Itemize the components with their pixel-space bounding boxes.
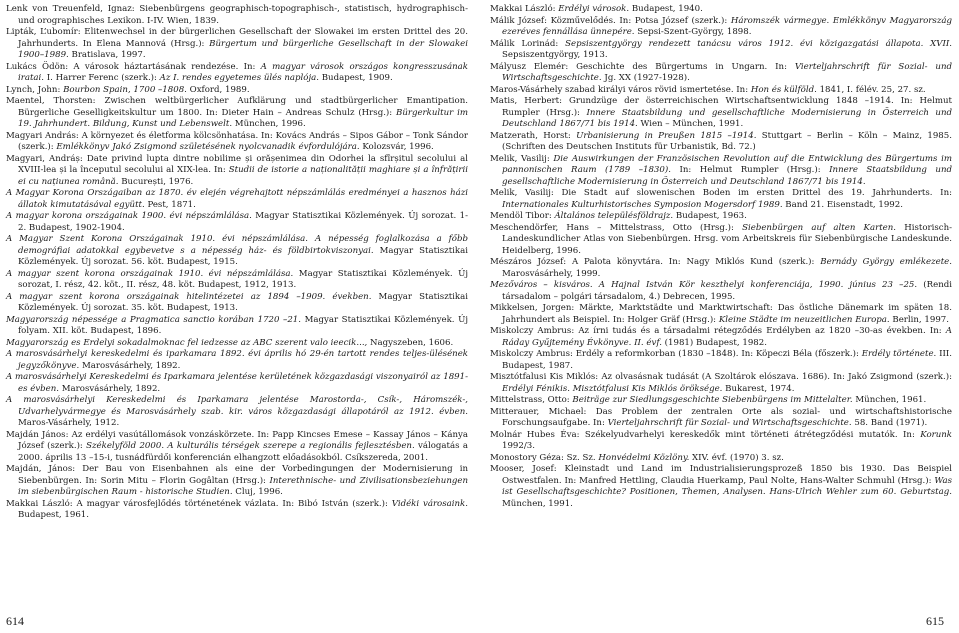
entry-title-italic: Korunk bbox=[920, 429, 952, 440]
bibliography-entry bbox=[6, 499, 468, 522]
bibliography-entry bbox=[6, 4, 468, 27]
entry-text: Maentel, Thorsten: Zwischen weltbürgerlicher Aufklärung und stadtbürgerlicher Emantipation. Bürgerliche Geselligkeitskultur um 1800. In: Dieter Hain – Andreas Schulz (Hrsg.): bbox=[6, 96, 468, 118]
entry-text: Magyar Statisztikai Közlemények. Új sorozat. 1-2. Budapest, 1902-1904. bbox=[18, 211, 468, 233]
entry-text: Oxford, 1989. bbox=[186, 84, 250, 95]
entry-text: Historisch-Landeskundlicher Atlas von Siebenbürgen. Hrsg. vom Arbeitskreis für Siebenbürgische Landeskunde. Heidelberg, 1996. bbox=[502, 222, 953, 256]
entry-text: Lukács Ödön: A városok háztartásának rendezése. In: bbox=[6, 61, 261, 72]
entry-text: III. Budapest, 1987. bbox=[502, 349, 952, 371]
entry-text: Matis, Herbert: Grundzüge der österreichischen Wirtschaftsentwicklung 1848 –1914. In: Helmut Rumpler (Hrsg.): bbox=[490, 96, 952, 118]
bibliography-entry bbox=[6, 96, 468, 131]
entry-title-italic: Vidéki városaink. bbox=[391, 498, 468, 509]
bibliography-entry bbox=[6, 85, 468, 97]
entry-text: Magyar Statisztikai Közlemények. Új sorozat. 35. köt. Budapest, 1913. bbox=[18, 291, 468, 313]
entry-title-italic: Kleine Städte im neuzeitlichen Europa. bbox=[718, 314, 890, 325]
bibliography-entry bbox=[6, 430, 468, 465]
entry-text: Majdán, János: Der Bau von Eisenbahnen als eine der Vorbedingungen der Modernisierung in Siebenbürgen. In: Sorin Mitu – Florin Gogâltan (Hrsg.): bbox=[6, 464, 468, 486]
entry-text: Magyar Statisztikai Közlemények. Új folyam. XII. köt. Budapest, 1896. bbox=[18, 314, 469, 336]
entry-title-italic: Erdélyi Fénikis. Misztótfalusi Kis Miklós öröksége. bbox=[502, 383, 723, 394]
entry-text: Melik, Vasilij: bbox=[490, 153, 554, 164]
entry-text: Maros-Vásárhely szabad királyi város rövid ismertetése. In: bbox=[490, 84, 751, 95]
entry-text: Majdán János: Az erdélyi vasútállomások vonzáskörzete. In: Papp Kincses Emese – Kassay János – Kánya József (szerk.): bbox=[6, 429, 468, 451]
entry-text: Band 21. Eisenstadt, 1992. bbox=[782, 199, 903, 210]
entry-text: Budapest, 1909. bbox=[319, 73, 393, 83]
entry-title-italic: Studii de istorie a naționalității maghiare și a înfrățirii ei cu națiunea română. bbox=[18, 165, 469, 187]
entry-title-italic: Bürgerkultur im 19. Jahrhundert. Bildung, Kunst und Lebenswelt. bbox=[18, 107, 468, 129]
entry-text: Mitterauer, Michael: Das Problem der zentralen Orte als sozial- und wirtschaftshistorische Forschungsaufgabe. In: bbox=[490, 406, 952, 428]
entry-text: Jg. XX (1927-1928). bbox=[601, 73, 690, 83]
entry-text: Mikkelsen, Jorgen: Märkte, Marktstädte und Marktwirtschaft: Das östliche Dänemark im späten 18. Jahrhundert als Beispiel. In: Holger Gräf (Hrsg.): bbox=[490, 303, 952, 325]
entry-text: Magyar Statisztikai Közlemények. Új sorozat. 56. köt. Budapest, 1915. bbox=[18, 245, 468, 267]
entry-text: 58. Band (1971). bbox=[851, 418, 928, 428]
entry-title-italic: Bourbon Spain, 1700 –1808. bbox=[63, 84, 187, 95]
bibliography-entry bbox=[490, 280, 952, 303]
entry-title-italic: Háromszék vármegye. Emlékkönyv Magyarország ezeréves fennállása ünnepére. bbox=[502, 15, 952, 37]
entry-title-italic: Székelyföld 2000. A kulturális térségek szerepe a regionális fejlesztésben. bbox=[86, 441, 415, 451]
entry-title-italic: A marosvásárhelyi Kereskedelmi és Iparkamara jelentése Marostorda-, Csík-, Háromszék-, Udvarhelyvármegye és Marosvásárhely szab. kir. város közgazdasági állapotáról az 1912. évben. bbox=[6, 395, 468, 417]
entry-title-italic: A Magyar Szent Korona Országainak 1910. évi népszámlálása. A népesség foglalkozása a főbb demográfiai adatokkal egybevetve s a népesség ház- és földbirtokviszonyai. bbox=[6, 234, 468, 256]
bibliography-entry bbox=[6, 269, 468, 292]
entry-title-italic: Beiträge zur Siedlungsgeschichte Siebenbürgens im Mittelalter. bbox=[572, 395, 853, 405]
bibliography-entry bbox=[490, 407, 952, 430]
entry-title-italic: Bernády György emlékezete. bbox=[820, 257, 953, 267]
entry-text: XIV. évf. (1970) 3. sz. bbox=[689, 452, 784, 463]
bibliography-entry bbox=[490, 372, 952, 395]
entry-text: Magyar Statisztikai Közlemények. Új sorozat, I. rész, 42. köt., II. rész, 48. köt. Budapest, 1912, 1913. bbox=[18, 268, 468, 290]
bibliography-entry bbox=[490, 131, 952, 154]
entry-title-italic: A magyar szent korona országainak hitelintézetei az 1894 –1909. években. bbox=[6, 291, 372, 302]
entry-title-italic: A magyar városok országos kongresszusának iratai. bbox=[18, 61, 468, 83]
bibliography-entry bbox=[6, 131, 468, 154]
entry-text: Magyari, Andráș: Date privind lupta dintre nobilime și orășenimea din Odorhei la sfîrșitul secolului al XVIII-lea și la începutul secolului al XIX-lea. In: bbox=[6, 153, 468, 175]
entry-text: Mittelstrass, Otto: bbox=[490, 395, 573, 405]
entry-text: Mooser, Josef: Kleinstadt und Land im Industrialisierungsprozeß 1850 bis 1930. Das Beispiel Ostwestfalen. In: Manfred Hettling, Claudia Huerkamp, Paul Nolte, Hans-Walter Schmuhl (Hrsg.): bbox=[490, 464, 952, 486]
bibliography-entry bbox=[490, 430, 952, 453]
entry-text: Berlin, 1997. bbox=[889, 314, 949, 325]
entry-text: 1841, I. félév. 25, 27. sz. bbox=[816, 84, 926, 95]
entry-text: Stuttgart – Berlin – Köln – Mainz, 1985. (Schriften des Deutschen Instituts für Urbanistik, Bd. 72.) bbox=[502, 130, 952, 152]
bibliography-entry bbox=[490, 16, 952, 39]
entry-text: Wien – München, 1991. bbox=[637, 119, 744, 129]
entry-title-italic: Az I. rendes egyetemes ülés naplója. bbox=[159, 73, 319, 83]
bibliography-entry bbox=[490, 464, 952, 510]
entry-title-italic: A Ráday Gyűjtemény Évkönyve. II. évf. bbox=[502, 326, 952, 348]
bibliography-column-right bbox=[490, 4, 952, 510]
entry-text: Meschendörfer, Hans – Mittelstrass, Otto (Hrsg.): bbox=[490, 222, 743, 233]
entry-title-italic: Innere Staatsbildung und gesellschaftliche Modernisierung in Österreich und Deutschland 1867/71 bis 1914. bbox=[502, 107, 952, 129]
bibliography-entry bbox=[6, 372, 468, 395]
bibliography-entry bbox=[490, 257, 952, 280]
bibliography-entry bbox=[6, 154, 468, 189]
bibliography-entry bbox=[490, 96, 952, 131]
bibliography-entry bbox=[6, 349, 468, 372]
entry-text: Lipták, L’ubomír: Elitenwechsel in der bürgerlichen Gesellschaft der Slowakei im ersten Drittel des 20. Jahrhunderts. In Elena Mannová (Hrsg.): bbox=[6, 27, 468, 49]
entry-text: Maros-Vásárhely, 1912. bbox=[18, 418, 120, 428]
entry-text: Budapest, 1961. bbox=[18, 510, 89, 520]
entry-text: Málik Lorinád: bbox=[490, 38, 566, 49]
bibliography-column-left bbox=[6, 4, 468, 522]
entry-text: Miskolczy Ambrus: Az írni tudás és a társadalmi rétegződés Erdélyben az 1820 –30-as években. In: bbox=[490, 326, 946, 336]
entry-text: Mészáros József: A Palota könyvtára. In: Nagy Miklós Kund (szerk.): bbox=[490, 257, 821, 267]
entry-text: Málik József: Közművelődés. In: Potsa József (szerk.): bbox=[490, 15, 731, 26]
bibliography-entry bbox=[6, 234, 468, 269]
entry-text: 1992/3. bbox=[502, 441, 535, 451]
entry-title-italic: Sepsiszentgyörgy rendezett tanácsu város 1912. évi közigazgatási állapota. XVII. bbox=[565, 38, 952, 49]
bibliography-entry bbox=[490, 39, 952, 62]
page-number-right: 615 bbox=[926, 614, 944, 628]
bibliography-entry bbox=[6, 315, 468, 338]
entry-title-italic: Interethnische- und Zivilisationsbeziehungen im siebenbürgischen Raum - historische Studien. bbox=[18, 475, 468, 497]
bibliography-entry bbox=[6, 338, 468, 350]
bibliography-entry bbox=[490, 349, 952, 372]
entry-text: Molnár Hubes Éva: Székelyudvarhelyi kereskedők mint történeti átrétegződési mutatók. In: bbox=[490, 429, 921, 440]
entry-text: Kolozsvár, 1996. bbox=[359, 142, 434, 152]
entry-title-italic: Mezőváros – kisváros. A Hajnal István Kör keszthelyi konferenciája, 1990. június 23 –25. bbox=[490, 280, 918, 290]
entry-title-italic: A Magyar Korona Országaiban az 1870. év elején végrehajtott népszámlálás eredményei a hasznos házi állatok kimutatásával együtt. bbox=[6, 188, 468, 210]
bibliography-entry bbox=[490, 4, 952, 16]
bibliography-entry bbox=[6, 62, 468, 85]
entry-text: Marosvásárhely, 1892. bbox=[59, 383, 161, 394]
entry-title-italic: Vierteljahrschrift für Sozial- und Wirtschaftsgeschichte. bbox=[607, 418, 852, 428]
bibliography-entry bbox=[6, 292, 468, 315]
bibliography-entry bbox=[6, 395, 468, 430]
entry-title-italic: A marosvásárhelyi Kereskedelmi és Iparkamara jelentése kerületének közgazdasági viszonyairól az 1891-es évben. bbox=[6, 372, 468, 394]
entry-text: Melik, Vasilij: Die Stadt auf slowenischen Boden im ersten Drittel des 19. Jahrhunderts. In: bbox=[490, 188, 952, 198]
entry-title-italic: Hon és külföld. bbox=[750, 84, 817, 95]
bibliography-entry bbox=[490, 154, 952, 189]
bibliography-entry bbox=[6, 464, 468, 499]
entry-title-italic: Vierteljahrschrift für Sozial- und Wirtschaftsgeschichte. bbox=[502, 61, 953, 83]
entry-title-italic: Was ist Gesellschaftsgeschichte? Positionen, Themen, Analysen. Hans-Ulrich Wehler zum 60. Geburtstag. bbox=[502, 475, 952, 497]
bibliography-entry bbox=[6, 27, 468, 62]
bibliography-entry bbox=[6, 188, 468, 211]
entry-text: Marosvásárhely, 1892. bbox=[79, 360, 181, 371]
entry-title-italic: A marosvásárhelyi kereskedelmi és iparkamara 1892. évi április hó 29-én tartott rendes teljes-ülésének jegyzőkönyve. bbox=[6, 349, 468, 371]
entry-text: Matzerath, Horst: bbox=[490, 130, 577, 141]
bibliography-entry bbox=[490, 303, 952, 326]
bibliography-entry bbox=[490, 326, 952, 349]
bibliography-entry bbox=[490, 395, 952, 407]
entry-text: I. Harrer Ferenc (szerk.): bbox=[44, 73, 160, 83]
entry-text: Lenk von Treuenfeld, Ignaz: Siebenbürgens geographisch-topographisch-, statistisch, hydrographisch- und orographisches Lexikon. I-IV. Wien, 1839. bbox=[6, 4, 468, 26]
entry-title-italic: Innere Staatsbildung und gesellschaftliche Modernisierung in Österreich und Deutschland 1867/71 bis 1914. bbox=[502, 165, 952, 187]
entry-text: válogatás a 2000. április 13 –15-i, tusnádfürdői konferencián elhangzott előadásokból. Csíkszereda, 2001. bbox=[18, 441, 468, 463]
entry-title-italic: Bürgertum und bürgerliche Gesellschaft in der Slowakei 1900–1989. bbox=[18, 38, 469, 60]
entry-text: In: Helmut Rumpler (Hrsg.): bbox=[670, 165, 830, 175]
entry-text: Misztótfalusi Kis Miklós: Az olvasásnak tudását (A Szoltárok elószava. 1686). In: Jakó Zsigmond (szerk.): bbox=[490, 372, 952, 382]
bibliography-entry bbox=[490, 188, 952, 211]
entry-text: Sepsiszentgyörgy, 1913. bbox=[502, 50, 608, 60]
bibliography-entry bbox=[490, 211, 952, 223]
entry-text: Sepsi-Szent-György, 1898. bbox=[634, 27, 752, 37]
entry-text: München, 1996. bbox=[232, 119, 306, 129]
entry-text: Pest, 1871. bbox=[144, 199, 196, 210]
entry-title-italic: Emlékkönyv Jakó Zsigmond születésének nyolcvanadik évfordulójára. bbox=[56, 142, 360, 152]
entry-title-italic: Erdély története. bbox=[861, 349, 937, 359]
entry-text: Mályusz Elemér: Geschichte des Bürgertums in Ungarn. In: bbox=[490, 61, 795, 72]
entry-text: München, 1991. bbox=[502, 498, 573, 509]
entry-text: Magyari András: A környezet és életforma kölcsönhatása. In: Kovács András – Sipos Gábor – Tonk Sándor (szerk.): bbox=[6, 130, 468, 152]
entry-title-italic: Általános településföldrajz. bbox=[554, 211, 674, 221]
entry-text: Makkai László: A magyar városfejlődés történetének vázlata. In: Bibó István (szerk.): bbox=[6, 498, 392, 509]
entry-text: Budapest, 1940. bbox=[629, 4, 703, 14]
bibliography-entry bbox=[490, 453, 952, 465]
entry-text: București, 1976. bbox=[118, 176, 194, 187]
entry-text: Bukarest, 1974. bbox=[722, 383, 795, 394]
entry-title-italic: Honvédelmi Közlöny. bbox=[598, 452, 690, 463]
entry-text: Cluj, 1996. bbox=[232, 487, 283, 497]
entry-text: Marosvásárhely, 1999. bbox=[502, 268, 601, 279]
bibliography-entry bbox=[490, 223, 952, 258]
entry-title-italic: Die Auswirkungen der Französischen Revolution auf die Entwicklung des Bürgertums im pannonischen Raum (1789 –1830). bbox=[502, 153, 952, 175]
entry-text: Mendöl Tibor: bbox=[490, 211, 555, 221]
entry-title-italic: A magyar szent korona országainak 1910. évi népszámlálása. bbox=[6, 268, 294, 279]
bibliography-entry bbox=[6, 211, 468, 234]
entry-title-italic: Erdélyi városok. bbox=[558, 4, 630, 14]
entry-title-italic: Magyarország népessége a Pragmatica sanctio korában 1720 –21. bbox=[6, 314, 302, 325]
page-number-left: 614 bbox=[6, 614, 24, 628]
entry-text: Budapest, 1963. bbox=[673, 211, 747, 221]
bibliography-entry bbox=[490, 85, 952, 97]
entry-title-italic: Urbanisierung in Preußen 1815 –1914. bbox=[576, 130, 757, 141]
bibliography-entry bbox=[490, 62, 952, 85]
entry-text: Monostory Géza: Sz. Sz. bbox=[490, 452, 599, 463]
entry-text: (1981) Budapest, 1982. bbox=[661, 337, 767, 348]
entry-title-italic: A magyar korona országainak 1900. évi népszámlálása. bbox=[6, 211, 252, 221]
entry-text: Miskolczy Ambrus: Erdély a reformkorban (1830 –1848). In: Köpeczi Béla (főszerk.): bbox=[490, 349, 862, 359]
entry-text: Bratislava, 1997. bbox=[68, 50, 146, 60]
entry-title-italic: Siebenbürgen auf alten Karten. bbox=[742, 222, 897, 233]
entry-text: Nagyszeben, 1606. bbox=[367, 337, 454, 348]
entry-text: München, 1961. bbox=[852, 395, 927, 405]
entry-text: Lynch, John: bbox=[6, 84, 64, 95]
entry-title-italic: Internationales Kulturhistorisches Symposion Mogersdorf 1989. bbox=[502, 199, 783, 210]
entry-text: (Rendi társadalom – polgári társadalom, 4.) Debrecen, 1995. bbox=[502, 280, 952, 302]
entry-text: Makkai László: bbox=[490, 4, 559, 14]
entry-title-italic: Magyarország es Erdelyi sokadalmoknac fel iedzesse az ABC szerent valo ieecik..., bbox=[6, 337, 368, 348]
